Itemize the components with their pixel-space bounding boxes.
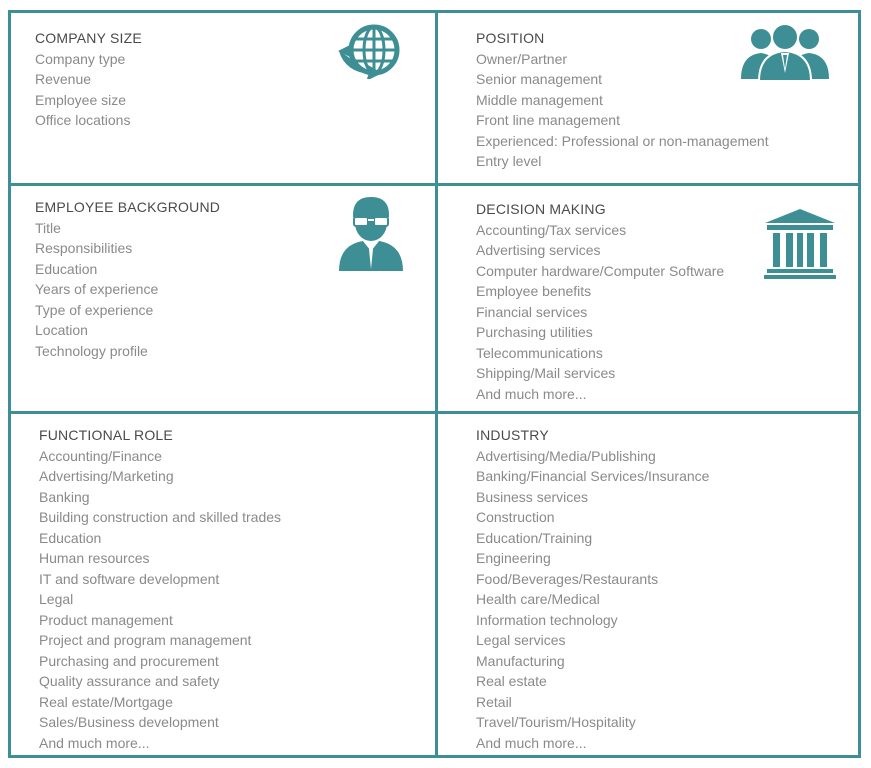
list-item: Location <box>35 322 88 338</box>
list-item: IT and software development <box>39 570 220 587</box>
list-item: Travel/Tourism/Hospitality <box>476 714 636 730</box>
list-item: Purchasing and procurement <box>39 652 219 669</box>
industry-list <box>476 446 856 754</box>
list-item: Manufacturing <box>476 652 565 669</box>
list-item: Title <box>35 219 61 236</box>
list-item: Senior management <box>476 71 603 87</box>
industry-title: INDUSTRY <box>476 427 549 443</box>
functional-role-list <box>39 446 429 754</box>
list-item: Product management <box>39 611 173 628</box>
list-item: Purchasing utilities <box>476 324 593 340</box>
list-item: Education/Training <box>476 529 593 546</box>
list-item: Sales/Business development <box>39 714 219 730</box>
company-size-title: COMPANY SIZE <box>35 30 142 46</box>
list-item: Education <box>39 529 102 546</box>
list-item: Telecommunications <box>476 344 603 361</box>
list-item: Responsibilities <box>35 240 133 256</box>
list-item: Advertising/Media/Publishing <box>476 447 656 464</box>
list-item: Banking <box>39 488 90 505</box>
functional-role-panel <box>39 425 429 753</box>
list-item: Type of experience <box>35 301 154 318</box>
list-item: Real estate/Mortgage <box>39 693 173 710</box>
list-item: Employee benefits <box>476 283 592 299</box>
list-item: Health care/Medical <box>476 591 600 607</box>
list-item: Advertising/Marketing <box>39 468 174 484</box>
list-item: And much more... <box>39 734 150 751</box>
list-item: Project and program management <box>39 632 252 648</box>
list-item: Retail <box>476 693 512 710</box>
list-item: Experienced: Professional or non-management <box>476 132 769 149</box>
industry-panel <box>476 425 856 753</box>
list-item: Company type <box>35 50 126 67</box>
bank-building-icon <box>763 207 837 279</box>
list-item: Years of experience <box>35 281 159 297</box>
list-item: Food/Beverages/Restaurants <box>476 570 659 587</box>
list-item: Employee size <box>35 91 127 108</box>
globe-arrow-icon <box>336 21 406 79</box>
list-item: Shipping/Mail services <box>476 365 616 381</box>
list-item: Banking/Financial Services/Insurance <box>476 468 710 484</box>
list-item: Office locations <box>35 112 131 128</box>
list-item: Building construction and skilled trades <box>39 509 282 525</box>
functional-role-title: FUNCTIONAL ROLE <box>39 427 173 443</box>
list-item: Computer hardware/Computer Software <box>476 262 725 279</box>
segmentation-grid <box>8 10 861 758</box>
list-item: Education <box>35 260 98 277</box>
list-item: Accounting/Tax services <box>476 221 627 238</box>
grid-divider-row2 <box>11 411 858 414</box>
list-item: Quality assurance and safety <box>39 673 220 689</box>
employee-background-title: EMPLOYEE BACKGROUND <box>35 199 221 215</box>
list-item: Real estate <box>476 673 547 689</box>
list-item: Legal <box>39 591 74 607</box>
list-item: Technology profile <box>35 342 148 359</box>
list-item: Human resources <box>39 550 150 566</box>
list-item: And much more... <box>476 385 587 402</box>
list-item: Financial services <box>476 303 588 320</box>
businessman-icon <box>337 195 405 271</box>
list-item: Front line management <box>476 112 620 128</box>
list-item: Revenue <box>35 71 92 87</box>
position-title: POSITION <box>476 30 545 46</box>
list-item: Accounting/Finance <box>39 447 162 464</box>
grid-divider-vertical <box>435 13 438 755</box>
list-item: Information technology <box>476 611 618 628</box>
list-item: Advertising services <box>476 242 601 258</box>
list-item: Engineering <box>476 550 551 566</box>
list-item: And much more... <box>476 734 587 751</box>
list-item: Construction <box>476 509 555 525</box>
list-item: Owner/Partner <box>476 50 568 67</box>
list-item: Legal services <box>476 632 566 648</box>
list-item: Middle management <box>476 91 603 108</box>
grid-divider-row1 <box>11 183 858 186</box>
list-item: Entry level <box>476 153 542 169</box>
list-item: Business services <box>476 488 589 505</box>
people-group-icon <box>739 23 831 81</box>
decision-making-title: DECISION MAKING <box>476 201 606 217</box>
